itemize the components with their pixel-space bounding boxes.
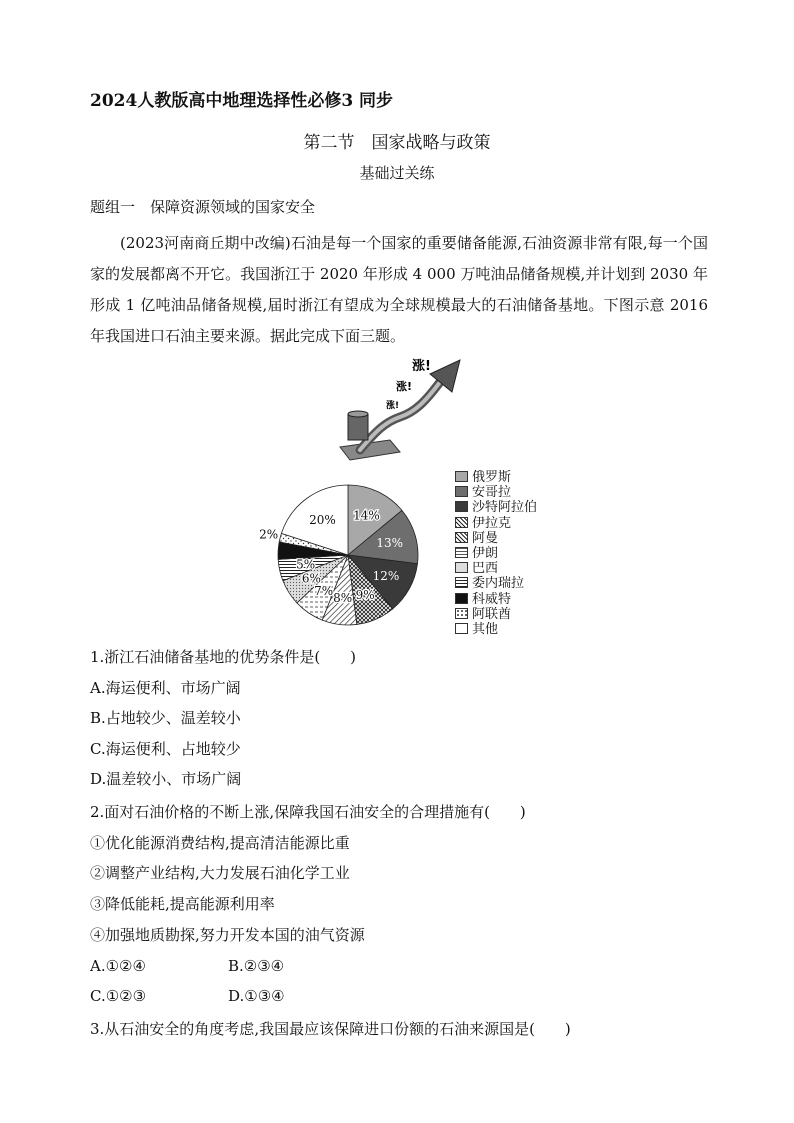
legend-label: 阿联酋 [472, 606, 512, 622]
legend-item-2 [455, 485, 511, 500]
legend-label: 伊朗 [472, 546, 499, 561]
legend-swatch [455, 608, 468, 619]
legend-item-11 [455, 622, 498, 637]
question-1-option-c[interactable]: C.海运便利、占地较少 [90, 740, 241, 758]
pie-label-11: 20% [309, 512, 336, 527]
legend-swatch [455, 623, 468, 634]
legend-label: 委内瑞拉 [472, 576, 525, 592]
question-2-item-2: ②调整产业结构,大力发展石油化学工业 [90, 864, 350, 882]
legend-label: 安哥拉 [472, 485, 512, 501]
legend-label: 其他 [472, 622, 499, 637]
legend-swatch [455, 517, 468, 528]
pie-label-7: 6% [301, 571, 321, 586]
oil-price-rising-illustration [330, 352, 480, 462]
legend-item-10 [455, 607, 511, 622]
pie-label-10: 2% [259, 527, 279, 542]
legend-swatch [455, 577, 468, 588]
question-1-stem: 1.浙江石油储备基地的优势条件是( ) [90, 648, 357, 666]
legend-item-5 [455, 531, 498, 546]
rise-label-2: 涨! [396, 380, 413, 393]
legend-swatch [455, 471, 468, 482]
pie-label-1: 14% [353, 508, 380, 523]
legend-label: 伊拉克 [472, 515, 512, 531]
question-2-item-3: ③降低能耗,提高能源利用率 [90, 895, 275, 913]
question-2-option-b[interactable]: B.②③④ [228, 957, 285, 975]
section-title: 第二节 国家战略与政策 [303, 133, 491, 153]
legend-item-7 [455, 561, 498, 576]
legend-item-3 [455, 500, 537, 515]
question-2-option-a[interactable]: A.①②④ [90, 957, 146, 975]
legend-item-1 [455, 470, 511, 485]
question-2-item-4: ④加强地质勘探,努力开发本国的油气资源 [90, 926, 365, 944]
legend-item-6 [455, 546, 498, 561]
legend-swatch [455, 562, 468, 573]
pie-label-8: 5% [296, 557, 316, 572]
pie-legend [455, 470, 585, 640]
legend-label: 阿曼 [472, 530, 499, 546]
pie-label-4: 9% [355, 587, 375, 602]
legend-item-8 [455, 576, 524, 591]
pie-label-6: 7% [314, 583, 334, 598]
legend-label: 沙特阿拉伯 [472, 500, 538, 516]
pie-label-2: 13% [376, 535, 404, 550]
legend-label: 巴西 [472, 561, 499, 577]
legend-swatch [455, 532, 468, 543]
question-1-option-b[interactable]: B.占地较少、温差较小 [90, 709, 241, 727]
oil-import-pie-chart [250, 470, 450, 640]
legend-item-4 [455, 516, 511, 531]
group-title: 题组一 保障资源领域的国家安全 [90, 198, 316, 216]
legend-label: 俄罗斯 [472, 470, 512, 485]
legend-item-9 [455, 592, 511, 607]
question-1-option-a[interactable]: A.海运便利、市场广阔 [90, 679, 241, 697]
pie-label-5: 8% [333, 591, 353, 606]
oil-barrel-icon [348, 414, 368, 440]
question-2-item-1: ①优化能源消费结构,提高清洁能源比重 [90, 834, 350, 852]
question-3-stem: 3.从石油安全的角度考虑,我国最应该保障进口份额的石油来源国是( ) [90, 1020, 571, 1038]
pie-label-9: 4% [256, 542, 276, 557]
question-2-option-c[interactable]: C.①②③ [90, 987, 147, 1005]
rise-label-3: 涨! [386, 401, 400, 411]
legend-swatch [455, 486, 468, 497]
question-2-stem: 2.面对石油价格的不断上涨,保障我国石油安全的合理措施有( ) [90, 803, 526, 821]
question-1-option-d[interactable]: D.温差较小、市场广阔 [90, 770, 242, 788]
legend-swatch [455, 547, 468, 558]
legend-swatch [455, 501, 468, 512]
rise-label-1: 涨! [412, 359, 431, 374]
legend-label: 科威特 [472, 591, 512, 607]
question-2-option-d[interactable]: D.①③④ [228, 987, 285, 1005]
legend-swatch [455, 593, 468, 604]
sub-title: 基础过关练 [359, 164, 435, 182]
pie-label-3: 12% [372, 568, 400, 583]
intro-paragraph: (2023河南商丘期中改编)石油是每一个国家的重要储备能源,石油资源非常有限,每一个国家的发展都离不开它。我国浙江于 2020 年形成 4 000 万吨油品储备规模,并计划到 2030 年形成 1 亿吨油品储备规模,届时浙江有望成为全球规模最大的石油储备基地。下图示意 2016 年我国进口石油主要来源。据此完成下面三题。 [90, 234, 708, 345]
document-title: 2024人教版高中地理选择性必修3 同步 [90, 91, 394, 111]
